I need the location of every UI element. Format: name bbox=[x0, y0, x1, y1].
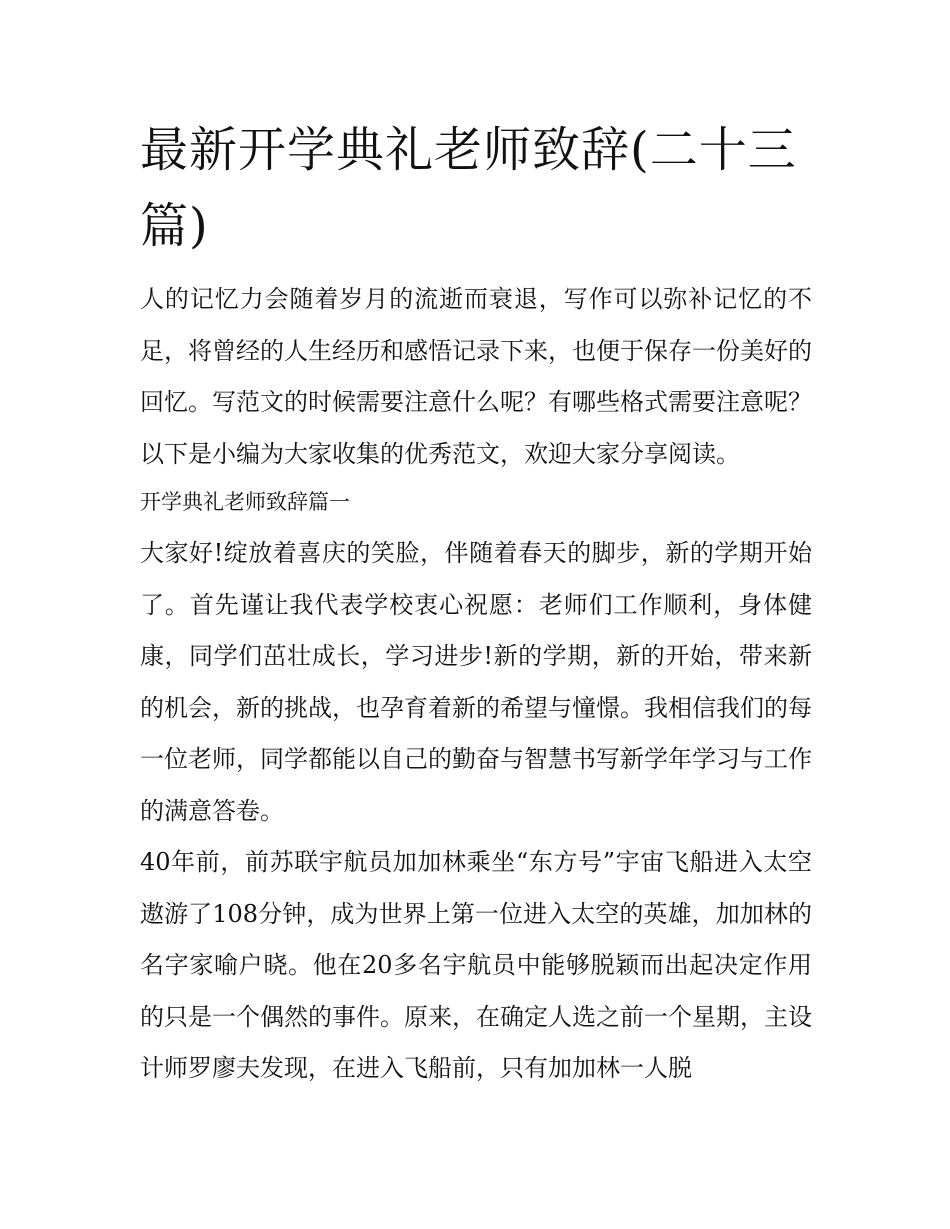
intro-paragraph: 人的记忆力会随着岁月的流逝而衰退，写作可以弥补记忆的不足，将曾经的人生经历和感悟记录下来，也便于保存一份美好的回忆。写范文的时候需要注意什么呢？有哪些格式需要注意呢？以下是小编为大家收集的优秀范文，欢迎大家分享阅读。 bbox=[140, 285, 812, 468]
body-paragraph-2: 40年前，前苏联宇航员加加林乘坐“东方号”宇宙飞船进入太空遨游了108分钟，成为世界上第一位进入太空的英雄，加加林的名字家喻户晓。他在20多名宇航员中能够脱颖而出起决定作用的只是一个偶然的事件。原来，在确定人选之前一个星期，主设计师罗廖夫发现，在进入飞船前，只有加加林一人脱 bbox=[140, 848, 812, 1082]
document-title: 最新开学典礼老师致辞(二十三篇) bbox=[140, 122, 797, 254]
body-paragraph-1: 大家好!绽放着喜庆的笑脸，伴随着春天的脚步，新的学期开始了。首先谨让我代表学校衷心祝愿：老师们工作顺利，身体健康，同学们茁壮成长，学习进步!新的学期，新的开始，带来新的机会，新的挑战，也孕育着新的希望与憧憬。我相信我们的每一位老师，同学都能以自己的勤奋与智慧书写新学年学习与工作的满意答卷。 bbox=[140, 539, 812, 825]
section-heading: 开学典礼老师致辞篇一 bbox=[140, 490, 350, 514]
document-page bbox=[140, 112, 812, 1095]
